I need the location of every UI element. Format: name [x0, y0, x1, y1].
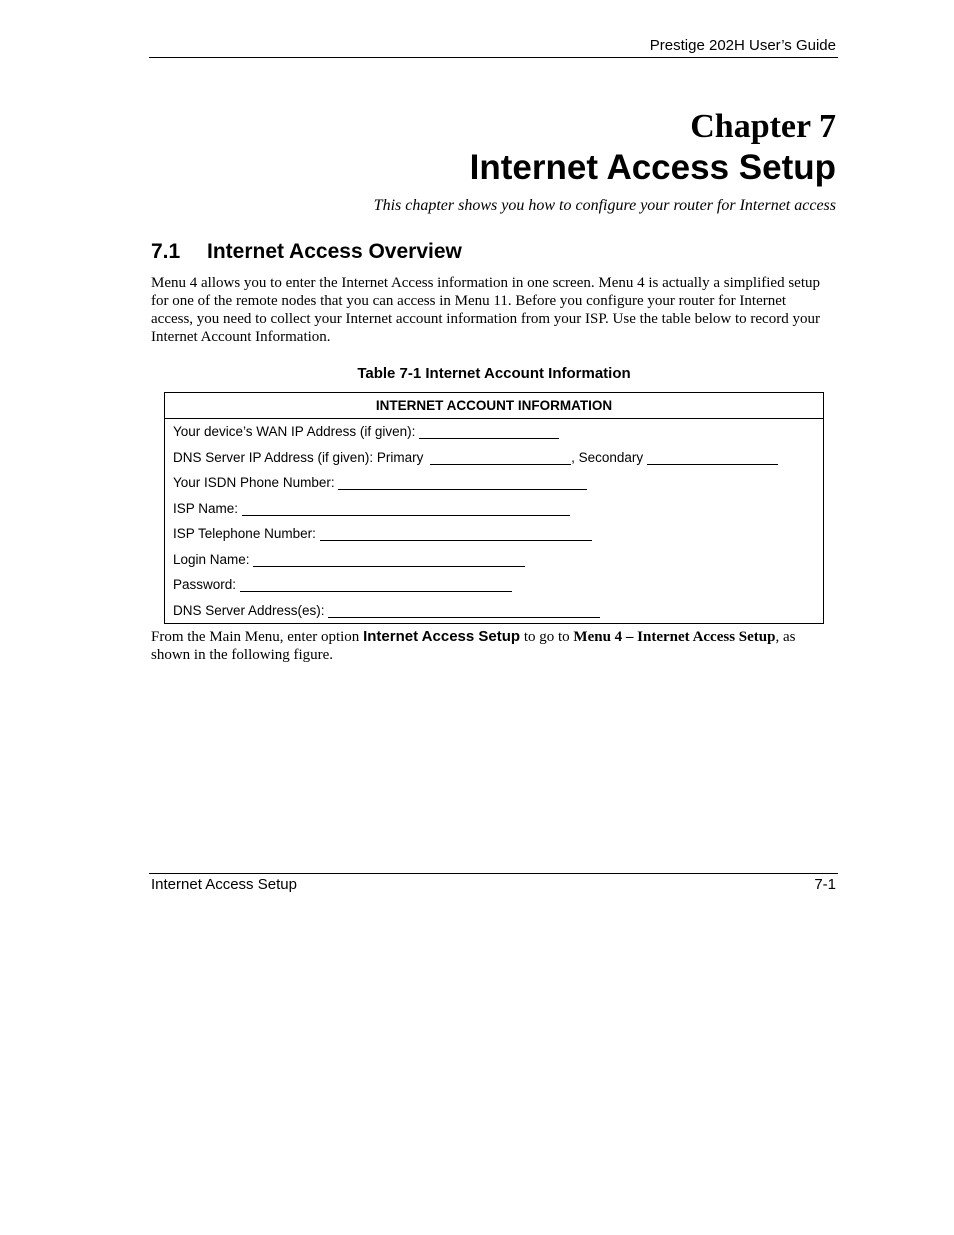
chapter-title: Internet Access Setup: [469, 148, 836, 187]
isp-phone-blank: [320, 526, 592, 541]
page-number: 7-1: [814, 876, 836, 893]
instruction-text-after: , as shown in the following figure.: [151, 629, 796, 663]
dns-addresses-blank: [328, 603, 600, 618]
section-title: Internet Access Overview: [207, 240, 462, 263]
login-name-label: Login Name:: [173, 551, 250, 567]
dns-primary-label: DNS Server IP Address (if given): Primary: [173, 449, 424, 465]
dns-addresses-label: DNS Server Address(es):: [173, 602, 325, 618]
table-row-isdn-phone: [165, 470, 823, 496]
internet-account-table: [164, 392, 824, 624]
table-row-isp-name: [165, 496, 823, 522]
footer-chapter-title: Internet Access Setup: [151, 876, 297, 893]
isdn-phone-label: Your ISDN Phone Number:: [173, 475, 335, 490]
table-row-isp-phone: [165, 521, 823, 547]
wan-ip-blank: [419, 424, 559, 439]
running-header: Prestige 202H User’s Guide: [649, 37, 836, 54]
header-divider: [149, 57, 838, 58]
instruction-text-before: From the Main Menu, enter option: [151, 629, 364, 645]
password-label: Password:: [173, 577, 237, 592]
table-row-wan-ip: [165, 419, 823, 445]
menu-name: Menu 4 – Internet Access Setup: [573, 629, 776, 645]
option-name: Internet Access Setup: [363, 628, 521, 645]
section-number: 7.1: [151, 240, 181, 263]
dns-secondary-blank: [647, 450, 778, 465]
section-heading: [151, 240, 462, 264]
isp-name-blank: [242, 501, 570, 516]
table-header: INTERNET ACCOUNT INFORMATION: [165, 393, 823, 419]
login-name-blank: [253, 552, 525, 567]
chapter-subtitle: This chapter shows you how to configure your router for Internet access: [373, 197, 836, 214]
isp-name-label: ISP Name:: [173, 500, 239, 516]
intro-paragraph: Menu 4 allows you to enter the Internet Access information in one screen. Menu 4 is actually a simplified setup for one of the remote nodes that you can access in Menu 11. Before you configure your router for Internet access, you need to collect your Internet account information from your ISP. Use the table below to record your Internet Account Information.: [151, 275, 820, 345]
password-blank: [240, 577, 512, 592]
table-row-dns-ip: [165, 445, 823, 471]
chapter-number: Chapter 7: [690, 108, 836, 145]
table-row-login-name: [165, 547, 823, 573]
table-caption: Table 7-1 Internet Account Information: [357, 365, 631, 382]
menu-instruction-paragraph: [151, 628, 831, 664]
dns-secondary-label: , Secondary: [571, 449, 644, 465]
isdn-phone-blank: [338, 475, 587, 490]
instruction-text-middle: to go to: [520, 629, 574, 645]
wan-ip-label: Your device’s WAN IP Address (if given):: [173, 424, 416, 439]
dns-primary-blank: [430, 450, 571, 465]
isp-phone-label: ISP Telephone Number:: [173, 526, 316, 541]
table-row-password: [165, 572, 823, 598]
table-row-dns-addresses: [165, 598, 823, 624]
footer-divider: [149, 873, 838, 874]
